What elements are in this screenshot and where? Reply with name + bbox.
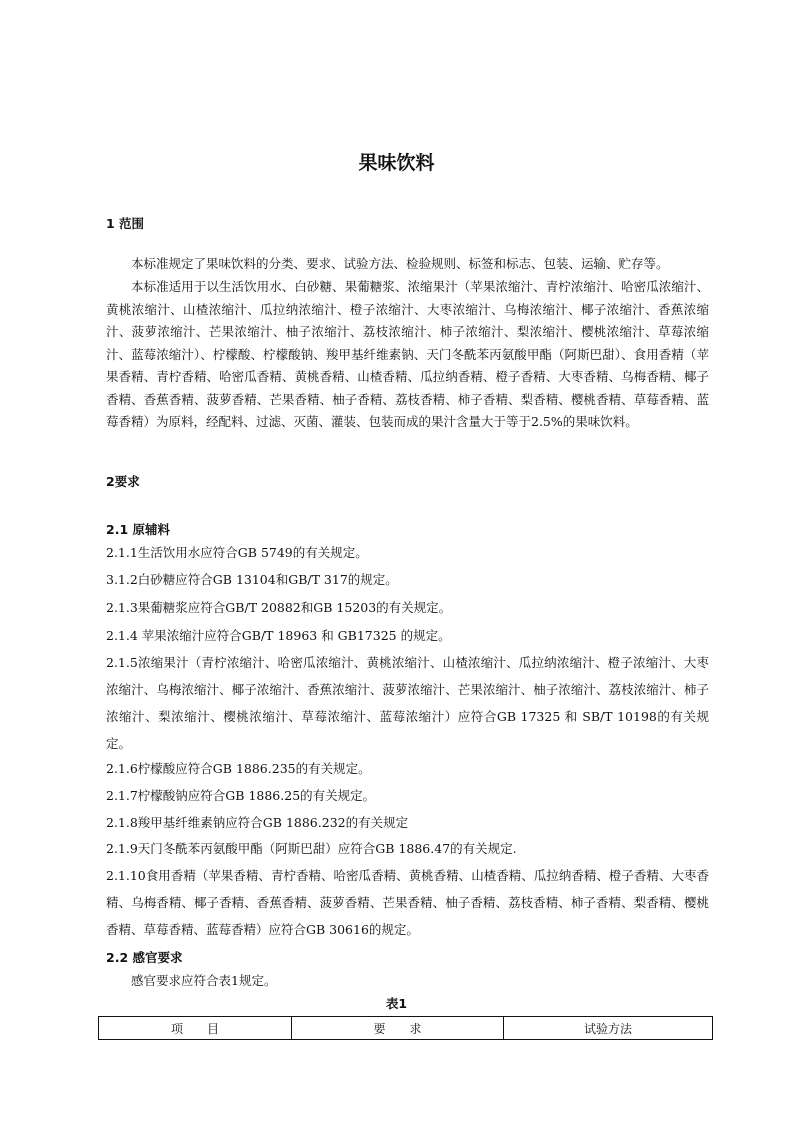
requirement-item: 2.1.8羧甲基纤维素钠应符合GB 1886.232的有关规定 (106, 815, 409, 830)
column-header-requirement: 要 求 (292, 1017, 504, 1040)
table-1-caption: 表1 (385, 996, 408, 1011)
table-1 (98, 1016, 713, 1040)
requirement-item: 2.1.4 苹果浓缩汁应符合GB/T 18963 和 GB17325 的规定。 (106, 628, 451, 643)
column-header-item: 项 目 (99, 1017, 292, 1040)
section-2-1-heading: 2.1 原辅料 (106, 522, 170, 537)
scope-paragraph-1: 本标准规定了果味饮料的分类、要求、试验方法、检验规则、标签和标志、包装、运输、贮存等。 (131, 256, 669, 271)
requirement-item: 2.1.5浓缩果汁（青柠浓缩汁、哈密瓜浓缩汁、黄桃浓缩汁、山楂浓缩汁、瓜拉纳浓缩汁、橙子浓缩汁、大枣浓缩汁、乌梅浓缩汁、椰子浓缩汁、香蕉浓缩汁、菠萝浓缩汁、芒果浓缩汁、柚子浓缩汁、荔枝浓缩汁、柿子浓缩汁、梨浓缩汁、樱桃浓缩汁、草莓浓缩汁、蓝莓浓缩汁）应符合GB 17325 和 SB/T 10198的有关规定。 (106, 655, 709, 751)
requirement-item: 2.1.7柠檬酸钠应符合GB 1886.25的有关规定。 (106, 788, 376, 803)
section-2-heading: 2要求 (106, 474, 140, 489)
requirement-item: 3.1.2白砂糖应符合GB 13104和GB/T 317的规定。 (106, 572, 398, 587)
sensory-requirement-text: 感官要求应符合表1规定。 (131, 973, 277, 988)
column-header-test-method: 试验方法 (504, 1017, 713, 1040)
requirement-item: 2.1.3果葡糖浆应符合GB/T 20882和GB 15203的有关规定。 (106, 600, 452, 615)
table-header-row (99, 1017, 713, 1040)
scope-paragraph-2: 本标准适用于以生活饮用水、白砂糖、果葡糖浆、浓缩果汁（苹果浓缩汁、青柠浓缩汁、哈密瓜浓缩汁、黄桃浓缩汁、山楂浓缩汁、瓜拉纳浓缩汁、橙子浓缩汁、大枣浓缩汁、乌梅浓缩汁、椰子浓缩汁、香蕉浓缩汁、菠萝浓缩汁、芒果浓缩汁、柚子浓缩汁、荔枝浓缩汁、柿子浓缩汁、梨浓缩汁、樱桃浓缩汁、草莓浓缩汁、蓝莓浓缩汁）、柠檬酸、柠檬酸钠、羧甲基纤维素钠、天门冬酰苯丙氨酸甲酯（阿斯巴甜）、食用香精（苹果香精、青柠香精、哈密瓜香精、黄桃香精、山楂香精、瓜拉纳香精、橙子香精、大枣香精、乌梅香精、椰子香精、香蕉香精、菠萝香精、芒果香精、柚子香精、荔枝香精、柿子香精、梨香精、樱桃香精、草莓香精、蓝莓香精）为原料，经配料、过滤、灭菌、灌装、包装而成的果汁含量大于等于2.5%的果味饮料。 (106, 279, 709, 429)
requirement-item: 2.1.10食用香精（苹果香精、青柠香精、哈密瓜香精、黄桃香精、山楂香精、瓜拉纳香精、橙子香精、大枣香精、乌梅香精、椰子香精、香蕉香精、菠萝香精、芒果香精、柚子香精、荔枝香精、柿子香精、梨香精、樱桃香精、草莓香精、蓝莓香精）应符合GB 30616的规定。 (106, 868, 709, 937)
requirement-item: 2.1.6柠檬酸应符合GB 1886.235的有关规定。 (106, 761, 371, 776)
document-title: 果味饮料 (358, 152, 435, 174)
requirement-item: 2.1.1生活饮用水应符合GB 5749的有关规定。 (106, 545, 368, 560)
section-2-2-heading: 2.2 感官要求 (106, 950, 183, 965)
requirement-item: 2.1.9天门冬酰苯丙氨酸甲酯（阿斯巴甜）应符合GB 1886.47的有关规定. (106, 841, 517, 856)
section-1-heading: 1 范围 (106, 216, 145, 231)
